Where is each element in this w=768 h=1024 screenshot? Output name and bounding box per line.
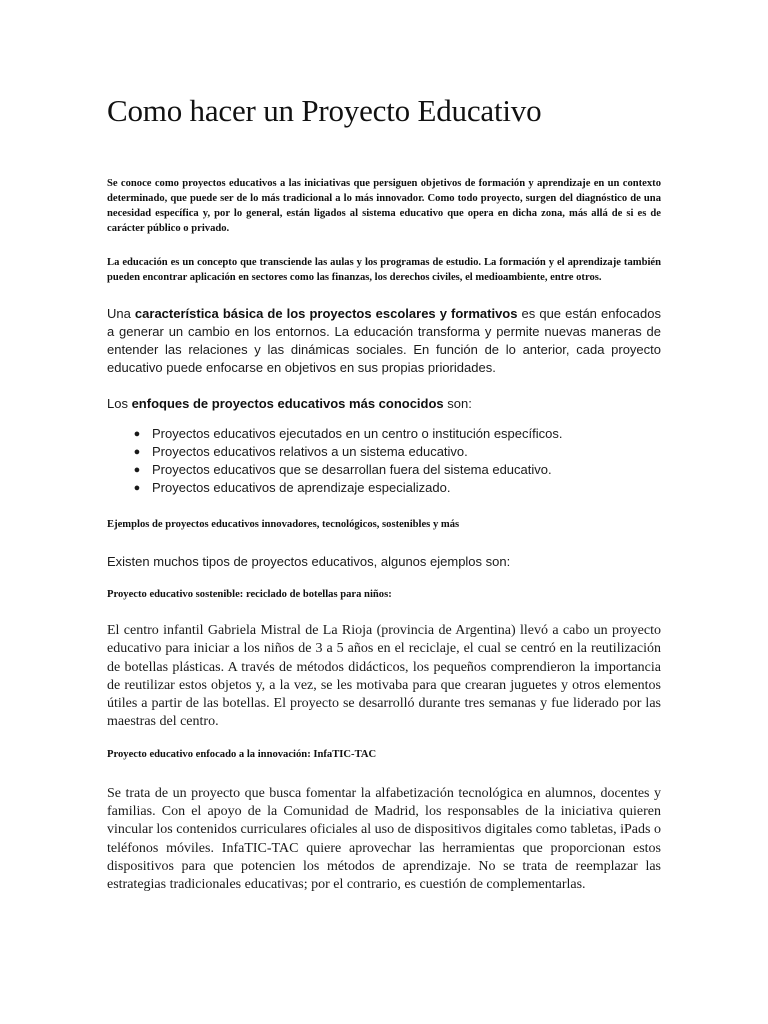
bullet-icon: ●	[133, 446, 141, 458]
approaches-bold: enfoques de proyectos educativos más conocidos	[131, 396, 444, 411]
approaches-prefix: Los	[107, 396, 132, 411]
list-item	[133, 425, 661, 443]
sustainable-project-text: El centro infantil Gabriela Mistral de La Rioja (provincia de Argentina) llevó a cabo un proyecto educativo para iniciar a los niños de 3 a 5 años en el reciclaje, el cual se centró en la reutilización de botellas plásticas. A través de métodos didácticos, los pequeños comprendieron la importancia de reutilizar estos objetos y, a la vez, se les motivaba para que crearan juguetes y otros elementos útiles a partir de las botellas. El proyecto se desarrolló durante tres semanas y fue liderado por las maestras del centro.	[107, 623, 661, 730]
list-item	[133, 443, 661, 461]
list-item	[133, 461, 661, 479]
sustainable-project-heading: Proyecto educativo sostenible: reciclado de botellas para niños:	[107, 589, 392, 600]
characteristic-prefix: Una	[107, 306, 135, 321]
characteristic-suffix: es que están enfocados a generar un cambio en los entornos. La educación transforma y permite nuevas maneras de entender las relaciones y las dinámicas sociales. En función de lo anterior, cada proyecto educativo puede enfocarse en objetivos en sus propias prioridades.	[107, 306, 661, 375]
intro-paragraph-definition: Se conoce como proyectos educativos a las iniciativas que persiguen objetivos de formación y aprendizaje en un contexto determinado, que puede ser de lo más tradicional a lo más innovador. Como todo proyecto, surgen del diagnóstico de una necesidad específica y, por lo general, están ligados al sistema educativo que opera en dicha zona, más allá de si es de carácter público o privado.	[107, 178, 661, 234]
list-item-text: Proyectos educativos que se desarrollan fuera del sistema educativo.	[152, 462, 552, 477]
approaches-list	[107, 425, 661, 497]
approaches-suffix: son:	[443, 396, 472, 411]
document-title: Como hacer un Proyecto Educativo	[107, 93, 542, 128]
characteristic-bold: característica básica de los proyectos escolares y formativos	[134, 306, 518, 321]
examples-intro: Existen muchos tipos de proyectos educativos, algunos ejemplos son:	[107, 554, 511, 569]
intro-paragraph-education-concept: La educación es un concepto que transciende las aulas y los programas de estudio. La formación y el aprendizaje también pueden encontrar aplicación en sectores como las finanzas, los derechos civiles, el medioambiente, entre otros.	[107, 257, 661, 283]
bullet-icon: ●	[133, 482, 141, 494]
list-item-text: Proyectos educativos de aprendizaje especializado.	[152, 480, 451, 495]
document-content	[107, 92, 661, 895]
examples-heading: Ejemplos de proyectos educativos innovadores, tecnológicos, sostenibles y más	[107, 519, 460, 530]
innovation-project-text: Se trata de un proyecto que busca fomentar la alfabetización tecnológica en alumnos, docentes y familias. Con el apoyo de la Comunidad de Madrid, los responsables de la iniciativa quieren vincular los contenidos curriculares oficiales al uso de dispositivos digitales como tabletas, iPads o teléfonos móviles. InfaTIC-TAC quiere aprovechar las herramientas que proporcionan estos dispositivos para que potencien los métodos de aprendizaje. No se trata de reemplazar las estrategias tradicionales educativas; por el contrario, es cuestión de complementarlas.	[107, 785, 661, 893]
approaches-intro	[107, 395, 661, 413]
innovation-project-heading: Proyecto educativo enfocado a la innovación: InfaTIC-TAC	[107, 748, 377, 760]
bullet-icon: ●	[133, 464, 141, 476]
list-item-text: Proyectos educativos ejecutados en un centro o institución específicos.	[152, 426, 563, 441]
list-item-text: Proyectos educativos relativos a un sistema educativo.	[152, 444, 468, 459]
bullet-icon: ●	[133, 428, 141, 440]
characteristic-paragraph	[107, 305, 661, 377]
list-item	[133, 479, 661, 497]
